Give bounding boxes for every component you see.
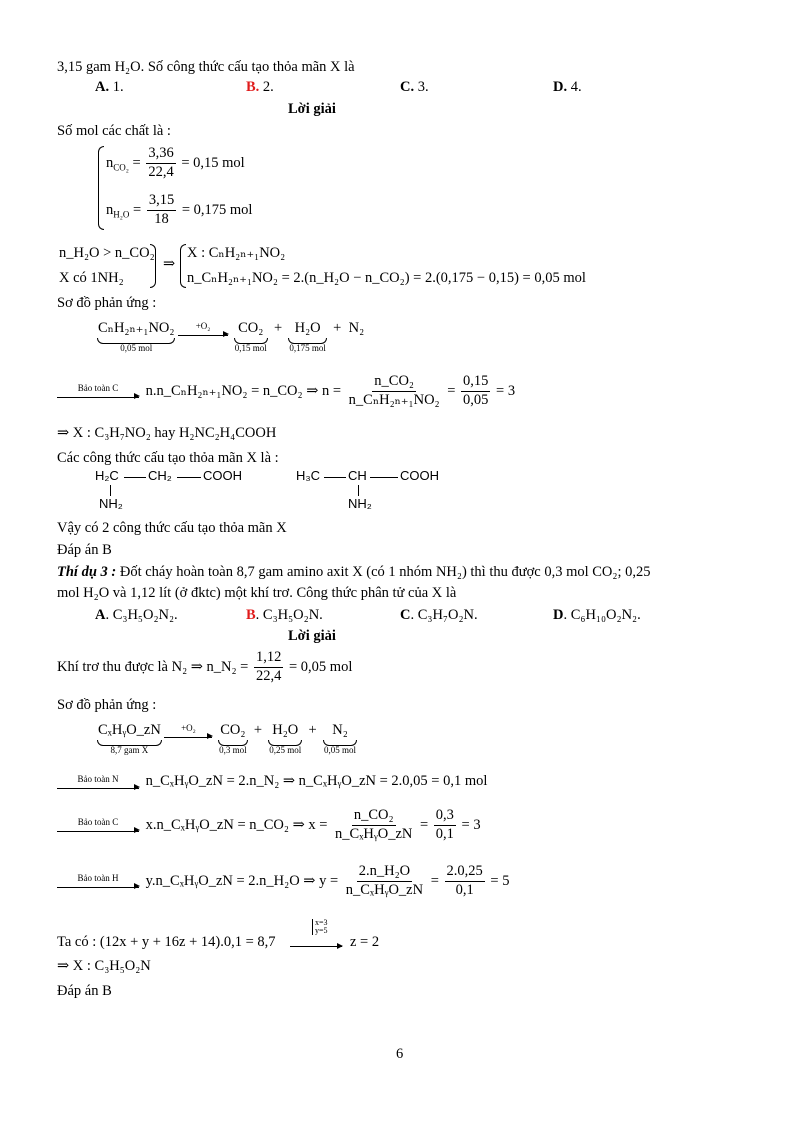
ex3-scheme-title: Sơ đồ phản ứng :	[57, 697, 157, 713]
numerator: n_CO₂	[352, 808, 396, 826]
option-a	[95, 79, 124, 96]
structure-1-mid: CH₂	[148, 468, 172, 483]
result-brace	[180, 244, 186, 288]
amount: 0,175 mol	[289, 342, 326, 353]
stem-text: Đốt cháy hoàn toàn 8,7 gam amino axit X (có 1 nhóm NH₂) thì thu được 0,3 mol CO₂; 0,25	[116, 564, 651, 580]
structure-2-mid: CH	[348, 468, 367, 483]
fraction	[146, 146, 175, 181]
bond	[124, 477, 146, 478]
ex3-option-c	[400, 607, 478, 624]
taco-line	[57, 934, 276, 951]
symbol: n	[106, 201, 114, 218]
numerator: 1,12	[254, 650, 283, 668]
option-text: 3.	[414, 79, 429, 95]
numerator: 3,36	[146, 146, 175, 164]
arrow-icon	[57, 786, 139, 789]
taco-result: z = 2	[350, 934, 380, 950]
option-d	[553, 79, 582, 96]
product-n2	[324, 722, 356, 756]
product-co2	[235, 320, 267, 354]
page-number: 6	[396, 1046, 404, 1062]
arrow-label: +O₂	[195, 320, 211, 331]
equation: n.n_CₙH₂ₙ₊₁NO₂ = n_CO₂ ⇒ n =	[145, 382, 342, 399]
amount: 0,25 mol	[269, 744, 302, 755]
arrow-icon	[57, 829, 139, 832]
arrow-icon	[57, 395, 139, 398]
denominator: 22,4	[148, 163, 174, 180]
condition-brace	[150, 244, 156, 288]
option-text: 4.	[567, 79, 582, 95]
fraction	[461, 374, 490, 409]
conservation-arrow	[57, 775, 139, 789]
structure-2-right: COOH	[400, 468, 439, 483]
symbol: n	[106, 154, 114, 171]
option-key: B.	[246, 79, 260, 95]
ex3-option-a	[95, 607, 178, 624]
arrow-label: Bảo toàn N	[77, 773, 119, 784]
denominator: 18	[154, 210, 169, 227]
denominator: n_CₓHᵧO_zN	[345, 881, 424, 898]
formula: CₙH₂ₙ₊₁NO₂	[98, 320, 175, 336]
amount: 0,05 mol	[323, 744, 356, 755]
equation: x.n_CₓHᵧO_zN = n_CO₂ ⇒ x =	[145, 816, 328, 833]
conservation-arrow	[57, 384, 139, 398]
bond	[370, 477, 398, 478]
taco-arrow	[290, 934, 342, 951]
fraction	[147, 193, 176, 228]
result: = 3	[496, 382, 516, 399]
x-formula: ⇒ X : C₃H₇NO₂ hay H₂NC₂H₄COOH	[57, 425, 277, 441]
equation: n_CₓHᵧO_zN = 2.n_N₂ ⇒ n_CₓHᵧO_zN = 2.0,05 = 0,1 mol	[145, 773, 488, 789]
reaction-arrow	[178, 322, 228, 336]
numerator: 2.0,25	[445, 864, 485, 882]
ex3-conservation-h: Bảo toàn H y.n_CₓHᵧO_zN = 2.n_H₂O ⇒ y = $\frac{\text{2.n\_H₂O}}{\text{n\_CₓHᵧO\_zN}}$ = $\frac{2.0,25}{0,1}$ = 5	[57, 864, 509, 899]
numerator: n_CO₂	[372, 374, 416, 392]
numerator: 3,15	[147, 193, 176, 211]
ex3-option-d	[553, 607, 641, 624]
structure-1-right: COOH	[203, 468, 242, 483]
fraction	[344, 864, 425, 899]
implication-1: X : CₙH₂ₙ₊₁NO₂	[187, 245, 286, 261]
result: = 0,15 mol	[181, 154, 245, 171]
fraction	[254, 650, 283, 685]
fraction	[434, 808, 456, 843]
scheme-title: Sơ đồ phản ứng :	[57, 295, 157, 311]
formula: N₂	[332, 722, 348, 738]
numerator: 0,15	[461, 374, 490, 392]
option-text: . C₃H₅O₂N.	[255, 607, 323, 623]
denominator: n_CₙH₂ₙ₊₁NO₂	[348, 391, 440, 408]
option-key: C	[400, 607, 411, 623]
intro-line: 3,15 gam H₂O. Số công thức cấu tạo thỏa mãn X là	[57, 59, 355, 75]
gas-line	[57, 650, 352, 685]
ex3-solution-title: Lời giải	[288, 628, 336, 644]
condition-2: X có 1NH₂	[59, 270, 124, 286]
product-h2o	[289, 320, 326, 354]
conservation-n	[57, 773, 487, 790]
taco-condition	[312, 919, 328, 935]
nco2-eq: $n_{CO_2}$ = $\frac{3,36}{22,4}$ = 0,15 mol	[106, 145, 245, 180]
example-3-stem	[57, 564, 651, 581]
bond	[358, 485, 359, 496]
product-n2: N₂	[348, 320, 365, 336]
mol-intro: Số mol các chất là :	[57, 123, 171, 139]
structure-2-left: H₃C	[296, 468, 321, 483]
struct-intro: Các công thức cấu tạo thỏa mãn X là :	[57, 450, 279, 466]
structure-1-sub: NH₂	[99, 496, 123, 511]
example-3-stem-2: mol H₂O và 1,12 lít (ở đktc) một khí trơ. Công thức phân tử của X là	[57, 585, 457, 601]
amount: 0,05 mol	[120, 342, 153, 353]
reaction-scheme: CₙH₂ₙ₊₁NO₂ 0,05 mol +O₂ CO₂ 0,15 mol + H₂O 0,175 mol + N₂	[98, 320, 365, 353]
result: = 0,05 mol	[289, 658, 353, 675]
conservation-c: Bảo toàn C n.n_CₙH₂ₙ₊₁NO₂ = n_CO₂ ⇒ n = $\frac{\text{n\_CO₂}}{\text{n\_CₙH₂ₙ₊₁NO₂}}$ = $\frac{0,15}{0,05}$ = 3	[57, 374, 515, 409]
formula: H₂O	[272, 722, 299, 738]
result: = 3	[461, 816, 481, 833]
arrow-label: Bảo toàn C	[77, 817, 119, 828]
arrow-icon	[290, 938, 342, 947]
option-text: 1.	[109, 79, 124, 95]
numerator: 2.n_H₂O	[357, 864, 412, 882]
reactant	[98, 722, 161, 756]
product-co2	[219, 722, 247, 756]
solution-title: Lời giải	[288, 101, 336, 117]
nh2o-eq: $n_{H_2O}$ = $\frac{3,15}{18}$ = 0,175 mol	[106, 192, 253, 227]
option-c	[400, 79, 429, 96]
arrow-label: Bảo toàn C	[77, 383, 119, 394]
subscript: H₂O	[113, 209, 130, 220]
ex3-x-formula: ⇒ X : C₃H₅O₂N	[57, 958, 151, 974]
option-key: B	[246, 607, 256, 623]
amount: 8,7 gam X	[110, 744, 149, 755]
condition: y=5	[315, 926, 328, 935]
ex3-option-b	[246, 607, 323, 624]
implies-icon: ⇒	[163, 256, 176, 272]
implication-2: n_CₙH₂ₙ₊₁NO₂ = 2.(n_H₂O − n_CO₂) = 2.(0,175 − 0,15) = 0,05 mol	[187, 270, 586, 286]
option-text: . C₃H₇O₂N.	[410, 607, 478, 623]
denominator: n_CₓHᵧO_zN	[335, 825, 413, 842]
numerator: 0,3	[434, 808, 456, 826]
subscript: CO₂	[113, 162, 129, 173]
product-h2o	[269, 722, 301, 756]
arrow-label: +O₂	[181, 722, 196, 733]
option-b	[246, 79, 274, 96]
reaction-arrow	[164, 724, 212, 738]
ex3-answer: Đáp án B	[57, 983, 112, 999]
condition-1: n_H₂O > n_CO₂	[59, 245, 155, 261]
formula: H₂O	[294, 320, 321, 336]
option-key: A.	[95, 79, 110, 95]
fraction	[445, 864, 485, 899]
result: = 5	[490, 872, 510, 889]
ex3-reaction-scheme: CₓHᵧO_zN 8,7 gam X +O₂ CO₂ 0,3 mol + H₂O 0,25 mol + N₂ 0,05 mol	[98, 722, 356, 755]
denominator: 0,1	[435, 825, 454, 842]
arrow-icon	[57, 885, 139, 888]
equation: Khí trơ thu được là N₂ ⇒ n_N₂ =	[57, 658, 249, 675]
formula: CO₂	[238, 320, 264, 336]
amount: 0,3 mol	[219, 744, 247, 755]
option-text: . C₆H₁₀O₂N₂.	[563, 607, 641, 623]
fraction	[347, 374, 442, 409]
arrow-icon	[164, 735, 212, 738]
option-text: 2.	[259, 79, 274, 95]
bond	[177, 477, 201, 478]
conclusion: Vậy có 2 công thức cấu tạo thỏa mãn X	[57, 520, 287, 536]
arrow-label: Bảo toàn H	[77, 873, 119, 884]
fraction	[333, 808, 414, 843]
option-key: A	[95, 607, 106, 623]
bond	[110, 485, 111, 496]
conservation-arrow	[57, 818, 139, 832]
reactant	[98, 320, 174, 354]
system-brace	[98, 146, 104, 230]
denominator: 0,05	[463, 391, 489, 408]
ex3-conservation-c: Bảo toàn C x.n_CₓHᵧO_zN = n_CO₂ ⇒ x = $\frac{\text{n\_CO₂}}{\text{n\_CₓHᵧO\_zN}}$ = $\frac{0,3}{0,1}$ = 3	[57, 808, 481, 843]
option-key: C.	[400, 79, 415, 95]
option-key: D.	[553, 79, 568, 95]
formula: CₓHᵧO_zN	[98, 722, 161, 738]
option-text: . C₃H₅O₂N₂.	[105, 607, 178, 623]
answer: Đáp án B	[57, 542, 112, 558]
amount: 0,15 mol	[234, 342, 267, 353]
structure-1-left: H₂C	[95, 468, 119, 483]
condition: x=3	[315, 918, 328, 927]
conservation-arrow	[57, 874, 139, 888]
result: = 0,175 mol	[181, 201, 253, 218]
equation: y.n_CₓHᵧO_zN = 2.n_H₂O ⇒ y =	[145, 872, 339, 889]
bond	[324, 477, 346, 478]
denominator: 0,1	[455, 881, 474, 898]
denominator: 22,4	[256, 667, 282, 684]
option-key: D	[553, 607, 564, 623]
structure-2-sub: NH₂	[348, 496, 372, 511]
equation: Ta có : (12x + y + 16z + 14).0,1 = 8,7	[57, 934, 276, 950]
arrow-icon	[178, 333, 228, 336]
example-label: Thí dụ 3 :	[57, 564, 117, 580]
formula: CO₂	[220, 722, 246, 738]
